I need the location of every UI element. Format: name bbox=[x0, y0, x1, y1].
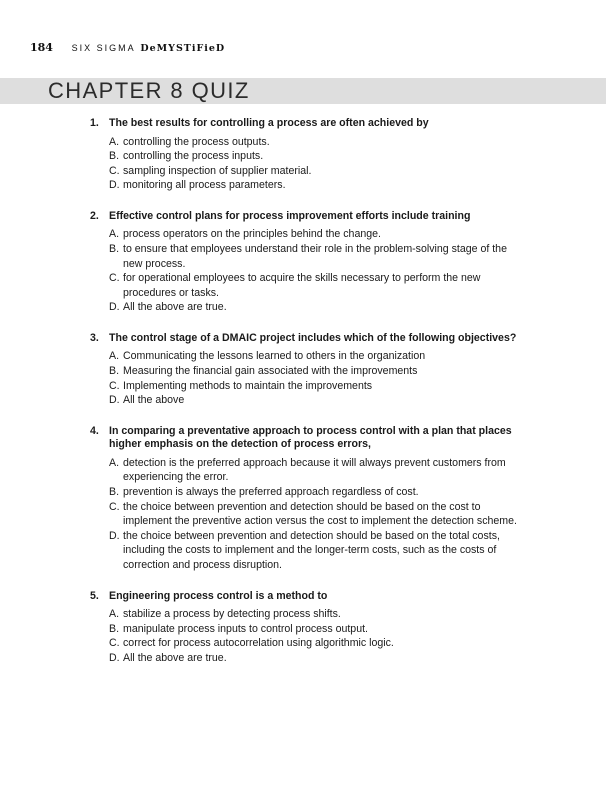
option-letter: B. bbox=[109, 622, 120, 635]
option-letter: A. bbox=[109, 456, 120, 469]
answer-option bbox=[109, 227, 520, 242]
answer-option bbox=[109, 393, 520, 408]
option-letter: C. bbox=[109, 164, 120, 177]
question-stem bbox=[90, 425, 520, 452]
option-text: All the above are true. bbox=[123, 301, 227, 314]
answer-option bbox=[109, 379, 520, 394]
option-text: Measuring the financial gain associated with the improvements bbox=[123, 365, 418, 378]
quiz-question bbox=[90, 117, 520, 193]
option-text: correct for process autocorrelation using algorithmic logic. bbox=[123, 637, 394, 650]
book-title: SIX SIGMA bbox=[71, 43, 136, 53]
option-text: All the above are true. bbox=[123, 651, 227, 664]
question-text: Engineering process control is a method to bbox=[109, 589, 328, 602]
answer-option bbox=[109, 149, 520, 164]
option-text: to ensure that employees understand their role in the problem-solving stage of the new process. bbox=[123, 242, 507, 270]
chapter-title: CHAPTER 8 QUIZ bbox=[48, 78, 250, 103]
answer-option bbox=[109, 622, 520, 637]
option-text: Implementing methods to maintain the improvements bbox=[123, 379, 373, 392]
question-text: Effective control plans for process improvement efforts include training bbox=[109, 209, 471, 222]
option-letter: D. bbox=[109, 394, 120, 407]
quiz-question bbox=[90, 590, 520, 666]
question-stem bbox=[90, 117, 520, 131]
answer-option bbox=[109, 300, 520, 315]
answer-option bbox=[109, 500, 520, 529]
option-letter: D. bbox=[109, 179, 120, 192]
answer-option bbox=[109, 164, 520, 179]
answer-option bbox=[109, 364, 520, 379]
option-letter: D. bbox=[109, 529, 120, 542]
option-letter: C. bbox=[109, 637, 120, 650]
page-number: 184 bbox=[30, 41, 53, 54]
answer-option bbox=[109, 636, 520, 651]
question-text: The control stage of a DMAIC project includes which of the following objectives? bbox=[109, 331, 517, 344]
option-letter: A. bbox=[109, 228, 120, 241]
option-text: controlling the process outputs. bbox=[123, 135, 270, 148]
question-number: 2. bbox=[90, 209, 99, 222]
option-text: monitoring all process parameters. bbox=[123, 179, 286, 192]
answer-option bbox=[109, 135, 520, 150]
question-stem bbox=[90, 332, 520, 346]
answer-option bbox=[109, 529, 520, 573]
option-letter: A. bbox=[109, 350, 120, 363]
answer-option bbox=[109, 242, 520, 271]
option-letter: B. bbox=[109, 150, 120, 163]
option-text: prevention is always the preferred approach regardless of cost. bbox=[123, 486, 419, 498]
answer-option bbox=[109, 485, 520, 500]
answer-option bbox=[109, 456, 520, 485]
option-text: All the above bbox=[123, 394, 185, 407]
option-text: sampling inspection of supplier material. bbox=[123, 164, 312, 177]
question-number: 1. bbox=[90, 117, 99, 129]
option-letter: C. bbox=[109, 272, 120, 285]
answer-option bbox=[109, 178, 520, 193]
option-letter: C. bbox=[109, 500, 120, 513]
running-head bbox=[30, 41, 225, 54]
option-letter: C. bbox=[109, 379, 120, 392]
question-number: 3. bbox=[90, 331, 99, 344]
question-number: 5. bbox=[90, 589, 99, 602]
quiz-question bbox=[90, 425, 520, 573]
option-text: controlling the process inputs. bbox=[123, 150, 264, 163]
option-text: the choice between prevention and detection should be based on the total costs, including the costs to implement and the longer-term costs, such as the costs of correction and process disruption. bbox=[123, 529, 500, 571]
option-text: the choice between prevention and detection should be based on the cost to implement the preventive action versus the cost to implement the detection scheme. bbox=[123, 500, 517, 528]
option-text: for operational employees to acquire the skills necessary to perform the new procedures or tasks. bbox=[123, 272, 481, 299]
option-letter: B. bbox=[109, 365, 120, 378]
series-name: DeMYSTiFieD bbox=[140, 43, 226, 54]
answer-option bbox=[109, 349, 520, 364]
option-text: process operators on the principles behind the change. bbox=[123, 228, 381, 241]
question-stem bbox=[90, 590, 520, 604]
answer-option bbox=[109, 271, 520, 300]
option-letter: D. bbox=[109, 651, 120, 664]
quiz-question bbox=[90, 210, 520, 315]
question-text: In comparing a preventative approach to process control with a plan that places higher emphasis on the detection of process errors, bbox=[109, 424, 512, 451]
option-text: manipulate process inputs to control process output. bbox=[123, 622, 368, 635]
option-text: detection is the preferred approach because it will always prevent customers from experiencing the error. bbox=[123, 456, 506, 484]
question-stem bbox=[90, 210, 520, 224]
option-letter: A. bbox=[109, 135, 120, 148]
quiz-question-list bbox=[90, 117, 520, 682]
question-number: 4. bbox=[90, 424, 99, 437]
answer-option bbox=[109, 607, 520, 622]
option-letter: A. bbox=[109, 608, 120, 621]
option-letter: B. bbox=[109, 486, 120, 498]
quiz-question bbox=[90, 332, 520, 408]
option-text: Communicating the lessons learned to others in the organization bbox=[123, 350, 426, 363]
answer-option bbox=[109, 651, 520, 666]
question-text: The best results for controlling a process are often achieved by bbox=[109, 117, 429, 129]
option-text: stabilize a process by detecting process shifts. bbox=[123, 608, 341, 621]
option-letter: B. bbox=[109, 242, 120, 255]
option-letter: D. bbox=[109, 301, 120, 314]
